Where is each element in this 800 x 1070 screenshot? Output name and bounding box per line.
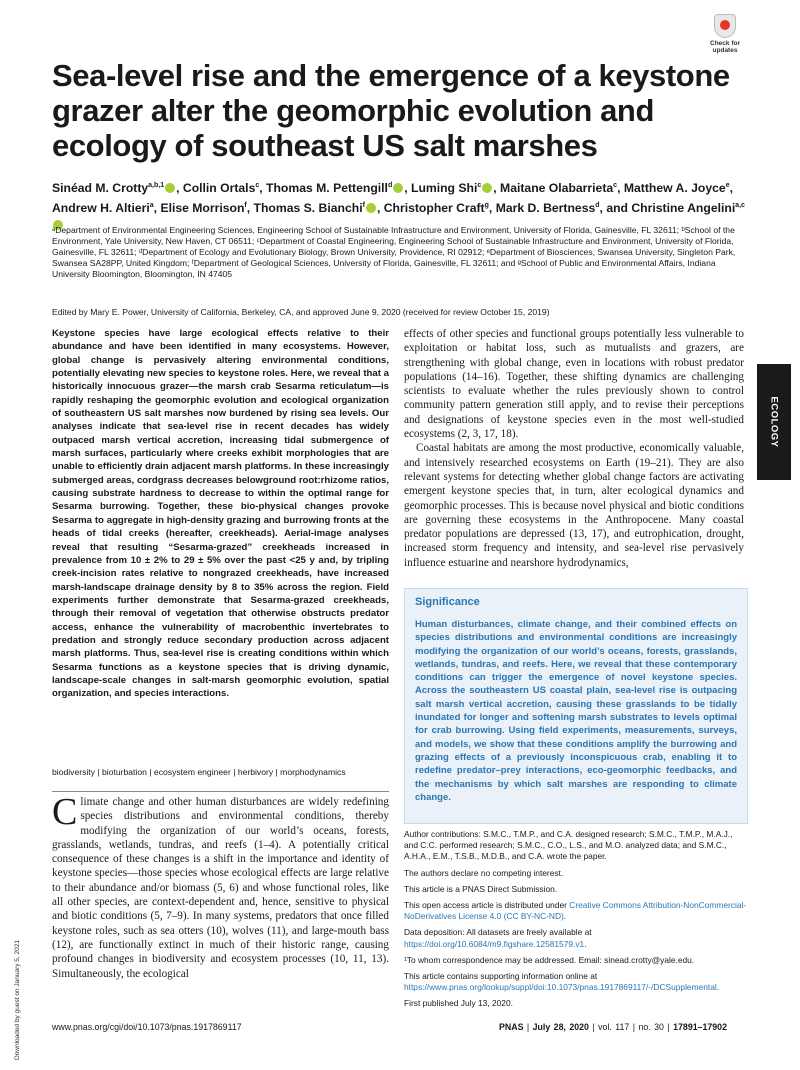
author-affiliation-mark: d	[387, 182, 393, 189]
keywords: biodiversity | bioturbation | ecosystem engineer | herbivory | morphodynamics	[52, 767, 346, 777]
issue-date: July 28, 2020	[532, 1022, 589, 1032]
edited-by-line: Edited by Mary E. Power, University of California, Berkeley, CA, and approved June 9, 2020 (received for review October 15, 2019)	[52, 307, 550, 317]
author-name: Mark D. Bertness	[495, 201, 596, 216]
direct-submission: This article is a PNAS Direct Submission.	[404, 883, 558, 894]
drop-cap: C	[52, 791, 78, 833]
author-affiliation-mark: e	[725, 182, 730, 189]
author-contributions: Author contributions: S.M.C., T.M.P., and C.A. designed research; S.M.C., T.M.P., M.A.J., and C.C. performed research; S.M.C., C.O., L.S., and M.O. analyzed data; and S.M.C., A.H.A., E.M., T.S.B., M.D.B., and C.A. wrote the paper.	[404, 829, 733, 862]
supplemental-link[interactable]: https://www.pnas.org/lookup/suppl/doi:10.1073/pnas.1917869117/-/DCSupplemental	[404, 982, 717, 993]
license-end: .	[563, 911, 567, 922]
author-name: Maitane Olabarrieta	[500, 181, 614, 196]
significance-text: Human disturbances, climate change, and their combined effects on species distributions and environmental conditions are increasingly modifying the organization of our world’s oceans, forests, grasslands, wetlands, tundras, and reefs. Here, we reveal that these contemporary conditions can trigger the emergence of novel keystone species. Across the southeastern US coastal plain, sea-level rise is outpacing salt marsh vertical accretion, causing these grasslands to be tidally inundated for longer and softening marsh substrates to levels optimal for crab burrowing. Using field experiments, measurements, surveys, and models, we show that these conditions amplify the burrowing and grazing effects of a previously inconspicuous crab, enabling it to redefine predator–prey interactions, eco-geomorphic feedbacks, and the mechanisms by which salt marshes are responding to climate change.	[415, 619, 737, 803]
check-for-updates-label: Check for updates	[710, 40, 740, 54]
supplemental-note	[404, 971, 748, 993]
orcid-icon[interactable]	[393, 183, 403, 193]
deposition-end: .	[584, 938, 587, 949]
orcid-icon[interactable]	[482, 183, 492, 193]
author-name: Thomas M. Pettengill	[266, 181, 388, 196]
divider	[52, 791, 389, 792]
supp-text: This article contains supporting information online at	[404, 971, 598, 982]
section-tab	[757, 364, 791, 480]
journal-name: PNAS	[499, 1022, 524, 1032]
author-name: and Christine Angelini	[606, 201, 736, 216]
data-deposition	[404, 927, 748, 949]
author-name: Thomas S. Bianchi	[253, 201, 363, 216]
author-affiliation-mark: a,c	[735, 202, 745, 210]
volume: vol. 117	[598, 1022, 630, 1032]
author-name: Andrew H. Altieri	[52, 201, 150, 216]
author-affiliation-mark: a,b,1	[148, 182, 165, 189]
introduction	[52, 791, 389, 981]
paragraph: effects of other species and functional groups potentially less vulnerable to exploitation or habitat loss, such as mutualists and grazers, are strengthening with global change, even in locations with robust predator populations (14–16). Together, these shifting dynamics are challenging scientists to evaluate whether the rules previously shown to control community pattern generation still apply, and to revise their perceptions and designations of keystone species even in the most well-studied ecosystems (2, 3, 17, 18).	[404, 328, 744, 441]
author-name: Collin Ortals	[182, 181, 256, 196]
journal-footer: PNAS | July 28, 2020 | vol. 117 | no. 30 | 17891–17902	[499, 1022, 727, 1032]
page-range: 17891–17902	[673, 1022, 727, 1032]
author-name: Christopher Craft	[383, 201, 485, 216]
correspondence: ¹To whom correspondence may be addressed. Email: sinead.crotty@yale.edu.	[404, 954, 695, 965]
deposition-text: Data deposition: All datasets are freely available at	[404, 927, 592, 938]
author-affiliation-mark: c	[477, 182, 482, 189]
author-affiliation-mark: d	[595, 202, 600, 210]
abstract: Keystone species have large ecological effects relative to their abundance and have been identified in many ecosystems. However, global change is pervasively altering environmental conditions, potentially elevating new species to keystone roles. Here, we reveal that a historically innocuous grazer—the marsh crab Sesarma reticulatum—is rapidly reshaping the geomorphic evolution and ecological organization of southeastern US salt marshes now burdened by rising sea levels. Our analyses indicate that sea-level rise in recent decades has widely outpaced marsh vertical accretion, increasing tidal submergence of marsh surfaces, particularly where creeks exhibit morphologies that are unable to efficiently drain adjacent marsh platforms. In these increasingly submerged areas, cordgrass decreases belowground root:rhizome ratios, causing substrate hardness to decrease to within the optimal range for Sesarma burrowing. Together, these bio-physical changes provoke Sesarma to aggregate in high-density grazing and burrowing fronts at the heads of tidal creeks (hereafter, creekheads). Aerial-image analyses reveal that resulting “Sesarma-grazed” creekheads increased in prevalence from 10 ± 2% to 29 ± 5% over the past <25 y and, by tripling creek-incision rates relative to nongrazed creekheads, have increased marsh-landscape drainage density by 8 to 35% across the region. Field experiments further demonstrate that Sesarma-grazed creekheads, through their removal of vegetation that otherwise obstructs predator access, enhance the vulnerability of macrobenthic invertebrates to predation and strongly reduce secondary production across adjacent marsh platforms. Thus, sea-level rise is creating conditions within which Sesarma functions as a keystone species that is driving dynamic, landscape-scale changes in salt-marsh geomorphic evolution, spatial organization, and species interactions.	[52, 328, 389, 700]
supp-end: .	[716, 982, 720, 993]
license-text: This open access article is distributed under	[404, 900, 570, 911]
affiliations: ᵃDepartment of Environmental Engineering Sciences, Engineering School of Sustainable Infrastructure and Environment, University of Florida, Gainesville, FL 32611; ᵇSchool of the Environment, Yale University, New Haven, CT 06511; ᶜDepartment of Coastal Engineering, Engineering School of Sustainable Infrastructure and Environment, University of Florida, Gainesville, FL 32611; ᵈDepartment of Ecology and Evolutionary Biology, Brown University, Providence, RI 02912; ᵉDepartment of Biosciences, Swansea University, Singleton Park, Swansea SA28PP, United Kingdom; ᶠDepartment of Geological Sciences, University of Florida, Gainesville, FL 32611; and ᵍSchool of Public and Environmental Affairs, Indiana University Bloomington, Bloomington, IN 47405	[52, 225, 736, 279]
significance-box	[404, 588, 748, 824]
author-affiliation-mark: a	[149, 202, 154, 210]
author-affiliation-mark: f	[362, 202, 365, 210]
competing-interest: The authors declare no competing interest.	[404, 867, 564, 878]
author-name: Sinéad M. Crotty	[52, 181, 149, 196]
article-title: Sea-level rise and the emergence of a keystone grazer alter the geomorphic evolution and ecology of southeast US salt marshes	[52, 58, 730, 163]
bookmark-icon	[714, 14, 736, 38]
first-published: First published July 13, 2020.	[404, 998, 513, 1009]
author-affiliation-mark: f	[244, 202, 247, 210]
right-column-text	[404, 327, 744, 570]
author-affiliation-mark: g	[484, 202, 489, 210]
author-name: Luming Shi	[411, 181, 478, 196]
author-name: Matthew A. Joyce	[623, 181, 726, 196]
license-link[interactable]: Creative Commons Attribution-NonCommercial-NoDerivatives License 4.0 (CC BY-NC-ND)	[404, 900, 747, 922]
orcid-icon[interactable]	[366, 203, 376, 213]
doi-url[interactable]: www.pnas.org/cgi/doi/10.1073/pnas.1917869117	[52, 1022, 242, 1032]
figshare-link[interactable]: https://doi.org/10.6084/m9.figshare.12581579.v1	[404, 938, 585, 949]
section-tab-label: ECOLOGY	[768, 396, 780, 448]
author-name: Elise Morrison	[160, 201, 245, 216]
paragraph: Coastal habitats are among the most productive, economically valuable, and intensively researched ecosystems on Earth (19–21). They are also relevant systems for detecting whether global change factors are activating emergent keystone species that, in turn, alter ecological dynamics and geomorphic processes. This is because novel physical and biotic conditions are governing these ecosystems in the Anthropocene. Many coastal predator populations are depressed (13, 17), and eutrophication, drought, increased storm frequency and intensity, and sea-level rise pervasively influence estuarine and nearshore hydrodynamics,	[404, 442, 744, 569]
article-notes	[404, 829, 748, 1015]
author-affiliation-mark: c	[613, 182, 618, 189]
author-affiliation-mark: c	[255, 182, 260, 189]
author-list: Sinéad M. Crotty$^{a,b,1}$ , Collin Ortals$^c$, Thomas M. Pettengill$^d$ , Luming Shi$^c$ , Maitane Olabarrieta$^c$, Matthew A. Joyce$^e$, Andrew H. Altieri$^a$, Elise Morrison$^f$, Thomas S. Bianchi$^f$ , Christopher Craft$^g$, Mark D. Bertness$^d$, and Christine Angelini$^{a,c}$	[52, 177, 752, 234]
check-for-updates-badge[interactable]	[703, 14, 747, 62]
issue-number: no. 30	[638, 1022, 664, 1032]
download-note: Downloaded by guest on January 5, 2021	[14, 940, 21, 1060]
orcid-icon[interactable]	[165, 183, 175, 193]
significance-heading: Significance	[415, 596, 480, 608]
license-note	[404, 900, 748, 922]
intro-text: limate change and other human disturbances are widely redefining species distributions and environmental conditions, thereby modifying the organization of our world’s oceans, forests, grasslands, wetlands, tundras, and reefs (1–4). A potentially critical consequence of these changes is a shift in the importance and identity of keystone species—those species whose ecological effects are large relative to their abundance and/or biomass (5, 6) and whose functional roles, like all other species, are context-dependent and, hence, sensitive to physical and biotic conditions (5, 7–9). In many systems, predators that once filled keystone roles, such as sea otters (10), wolves (11), and large-mouth bass (12), are functionally extinct in much of their historic range, causing profound changes in biodiversity and ecosystem processes (10, 11, 13). Simultaneously, the ecological	[52, 796, 389, 980]
